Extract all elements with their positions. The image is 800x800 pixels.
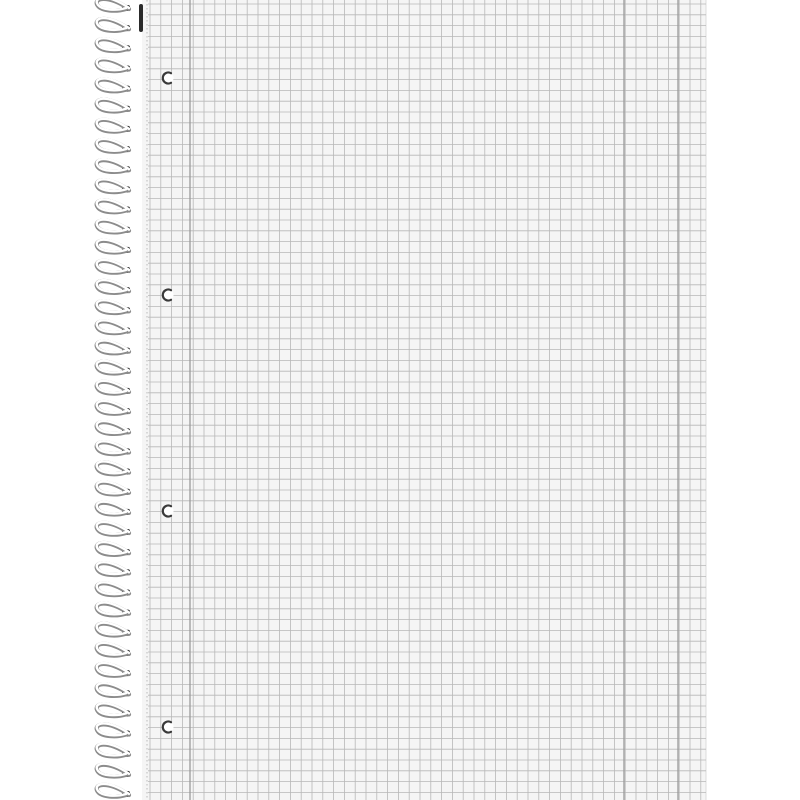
spiral-ring: [97, 119, 130, 132]
spiral-ring: [97, 562, 130, 575]
spiral-ring: [97, 260, 130, 273]
spiral-ring: [97, 0, 130, 11]
spiral-ring: [97, 320, 130, 333]
spiral-ring: [97, 663, 130, 676]
paper-background: [142, 0, 706, 800]
spiral-ring: [97, 502, 130, 515]
spiral-ring: [97, 744, 130, 757]
spiral-ring: [97, 602, 130, 615]
spiral-ring: [97, 58, 130, 71]
spiral-ring: [97, 401, 130, 414]
spiral-ring: [97, 482, 130, 495]
spiral-ring: [97, 139, 130, 152]
spiral-ring: [97, 280, 130, 293]
spiral-ring: [97, 179, 130, 192]
spiral-ring: [97, 38, 130, 51]
spiral-ring: [97, 381, 130, 394]
spiral-ring: [97, 542, 130, 555]
spiral-ring: [97, 764, 130, 777]
spiral-ring: [97, 522, 130, 535]
spiral-ring: [97, 623, 130, 636]
spiral-ring: [97, 340, 130, 353]
spiral-ring: [97, 240, 130, 253]
spiral-binding: [97, 0, 143, 797]
spiral-ring: [97, 220, 130, 233]
spiral-ring: [97, 723, 130, 736]
spiral-ring: [97, 361, 130, 374]
graph-paper-sheet: [142, 0, 706, 800]
spiral-ring: [97, 703, 130, 716]
spiral-ring: [97, 78, 130, 91]
spiral-ring: [97, 159, 130, 172]
spiral-ring: [97, 18, 130, 31]
spiral-ring: [97, 683, 130, 696]
spiral-ring: [97, 441, 130, 454]
spiral-ring: [97, 582, 130, 595]
spiral-ring: [97, 421, 130, 434]
spiral-ring: [97, 461, 130, 474]
spiral-end-wire: [139, 4, 143, 32]
spiral-ring: [97, 784, 130, 797]
spiral-ring: [97, 643, 130, 656]
spiral-ring: [97, 199, 130, 212]
spiral-ring: [97, 99, 130, 112]
spiral-ring: [97, 300, 130, 313]
